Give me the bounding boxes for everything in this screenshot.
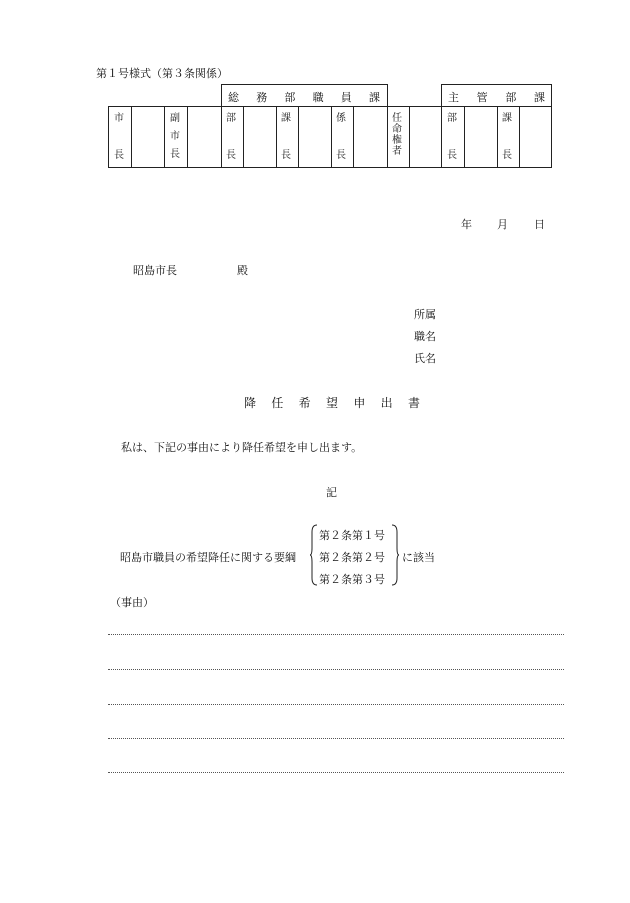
dept1-unit-chief-label-top: 係: [336, 113, 346, 124]
regulation-suffix: に該当: [402, 551, 435, 564]
vice-mayor-label-2: 市: [170, 131, 180, 142]
dept2-section-chief-label-bottom: 長: [502, 150, 512, 161]
vice-mayor-label-3: 長: [170, 149, 180, 160]
reason-line: [108, 772, 564, 773]
applicant-affiliation-label: 所属: [414, 308, 436, 321]
regulation-name: 昭島市職員の希望降任に関する要綱: [120, 551, 296, 564]
reason-line: [108, 669, 564, 670]
mayor-label-bottom: 長: [114, 150, 124, 161]
dept1-section-chief-label-top: 課: [281, 113, 291, 124]
applicant-job-title-label: 職名: [414, 330, 436, 343]
reason-line: [108, 704, 564, 705]
mayor-label-top: 市: [114, 113, 124, 124]
ki-heading: 記: [326, 486, 337, 499]
dept1-header: 総 務 部 職 員 課: [228, 91, 380, 104]
addressee-honorific: 殿: [237, 264, 248, 277]
vice-mayor-label-1: 副: [170, 113, 180, 124]
addressee-name: 昭島市長: [133, 264, 177, 277]
appointer-label-3: 権: [392, 135, 402, 146]
dept2-section-chief-label-top: 課: [502, 113, 512, 124]
form-label: 第１号様式（第３条関係）: [96, 67, 228, 80]
applicant-name-label: 氏名: [414, 352, 436, 365]
appointer-label-1: 任: [392, 113, 402, 124]
date-day: 日: [534, 218, 545, 231]
appointer-label-2: 命: [392, 124, 402, 135]
regulation-option-2: 第２条第２号: [319, 551, 385, 564]
date-month: 月: [497, 218, 508, 231]
dept2-director-label-bottom: 長: [447, 150, 457, 161]
dept1-unit-chief-label-bottom: 長: [336, 150, 346, 161]
document-title: 降 任 希 望 申 出 書: [244, 396, 420, 410]
right-brace: [391, 524, 399, 586]
dept2-header: 主 管 部 課: [448, 91, 545, 104]
appointer-label-4: 者: [392, 146, 402, 157]
reason-line: [108, 634, 564, 635]
dept1-director-label-top: 部: [226, 113, 236, 124]
dept1-director-label-bottom: 長: [226, 150, 236, 161]
reason-label: （事由）: [110, 596, 154, 609]
dept2-director-label-top: 部: [447, 113, 457, 124]
regulation-option-1: 第２条第１号: [319, 529, 385, 542]
reason-line: [108, 738, 564, 739]
regulation-option-3: 第２条第３号: [319, 573, 385, 586]
dept1-section-chief-label-bottom: 長: [281, 150, 291, 161]
date-year: 年: [461, 218, 472, 231]
left-brace: [310, 524, 318, 586]
statement: 私は、下記の事由により降任希望を申し出ます。: [121, 441, 363, 454]
